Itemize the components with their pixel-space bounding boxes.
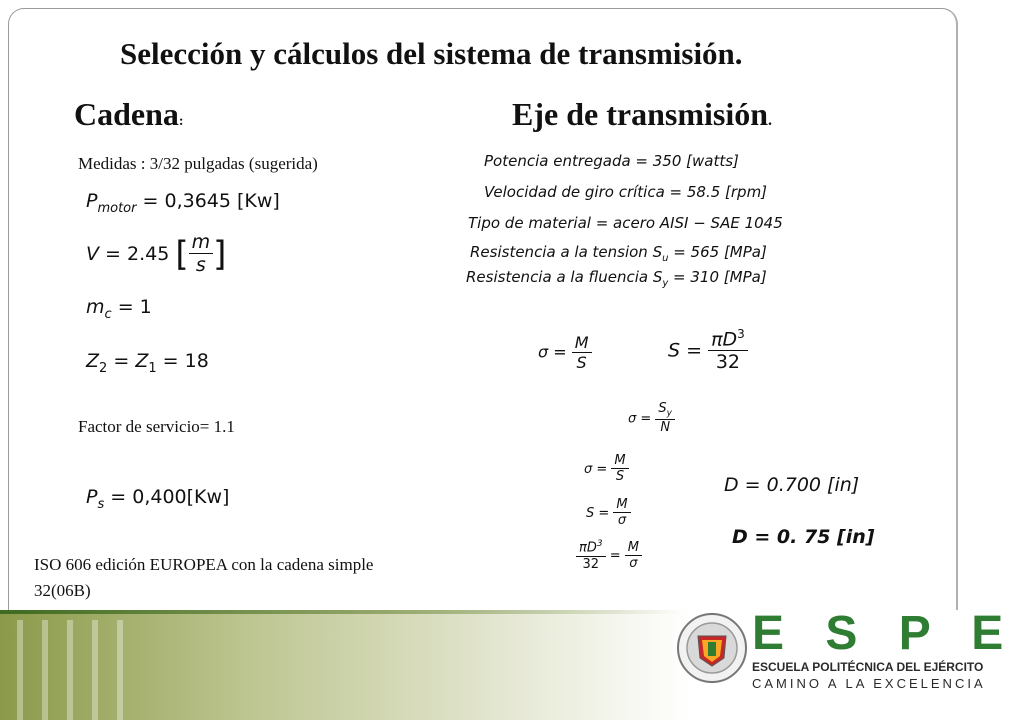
factor-servicio: Factor de servicio= 1.1	[78, 417, 235, 436]
sigma-equation-1: σ = $\frac{M}{S}$	[538, 334, 592, 372]
sigma-equation-2: σ = $\frac{S_y}{N}$	[628, 402, 675, 436]
medidas-text: Medidas : 3/32 pulgadas (sugerida)	[78, 154, 318, 173]
logo-institution-name: ESCUELA POLITÉCNICA DEL EJÉRCITO	[752, 660, 984, 674]
final-equation: $\frac{\pi D^3}{32}$ = $\frac{M}{\sigma}$	[576, 540, 642, 572]
p-motor-equation: $P_{motor} = 0,3645$ [Kw]	[86, 190, 280, 216]
espe-letters: E S P E	[752, 607, 1017, 660]
potencia-line: Potencia entregada = 350 [watts]	[484, 152, 739, 170]
resistencia-fluencia-line: Resistencia a la fluencia $S_y = 310$ [MPa]	[466, 268, 767, 289]
heading-cadena: Cadena:	[74, 96, 184, 132]
z-equation: $Z_2 = Z_1 = 18$	[86, 350, 209, 376]
velocity-equation: V = 2.45 [ $\frac{m}{s}$ ]	[86, 231, 227, 276]
velocidad-line: Velocidad de giro crítica = 58.5 [rpm]	[484, 183, 768, 201]
espe-emblem-icon	[676, 612, 748, 684]
decorative-stripes	[0, 620, 180, 720]
slide-title: Selección y cálculos del sistema de transmisión.	[120, 36, 743, 71]
logo-motto: CAMINO A LA EXCELENCIA	[752, 676, 986, 691]
heading-eje: Eje de transmisión.	[512, 96, 772, 132]
sigma-equation-3: σ = $\frac{M}{S}$	[584, 454, 629, 485]
d-result: D = 0.700 [in]	[724, 474, 860, 496]
mc-equation: $m_c = 1$	[86, 296, 152, 322]
resistencia-tension-line: Resistencia a la tension $S_u = 565$ [MPa]	[470, 243, 767, 264]
section-modulus-equation: S = $\frac{\pi D^3}{32}$	[668, 328, 748, 374]
iso-text: ISO 606 edición EUROPEA con la cadena simple 32(06B)	[34, 555, 374, 600]
s-equation: S = $\frac{M}{\sigma}$	[586, 498, 631, 529]
material-line: Tipo de material = acero AISI − SAE 1045	[468, 214, 783, 232]
ps-equation: $P_s = 0,400[Kw]$	[86, 486, 230, 512]
d-final: D = 0. 75 [in]	[732, 526, 875, 548]
